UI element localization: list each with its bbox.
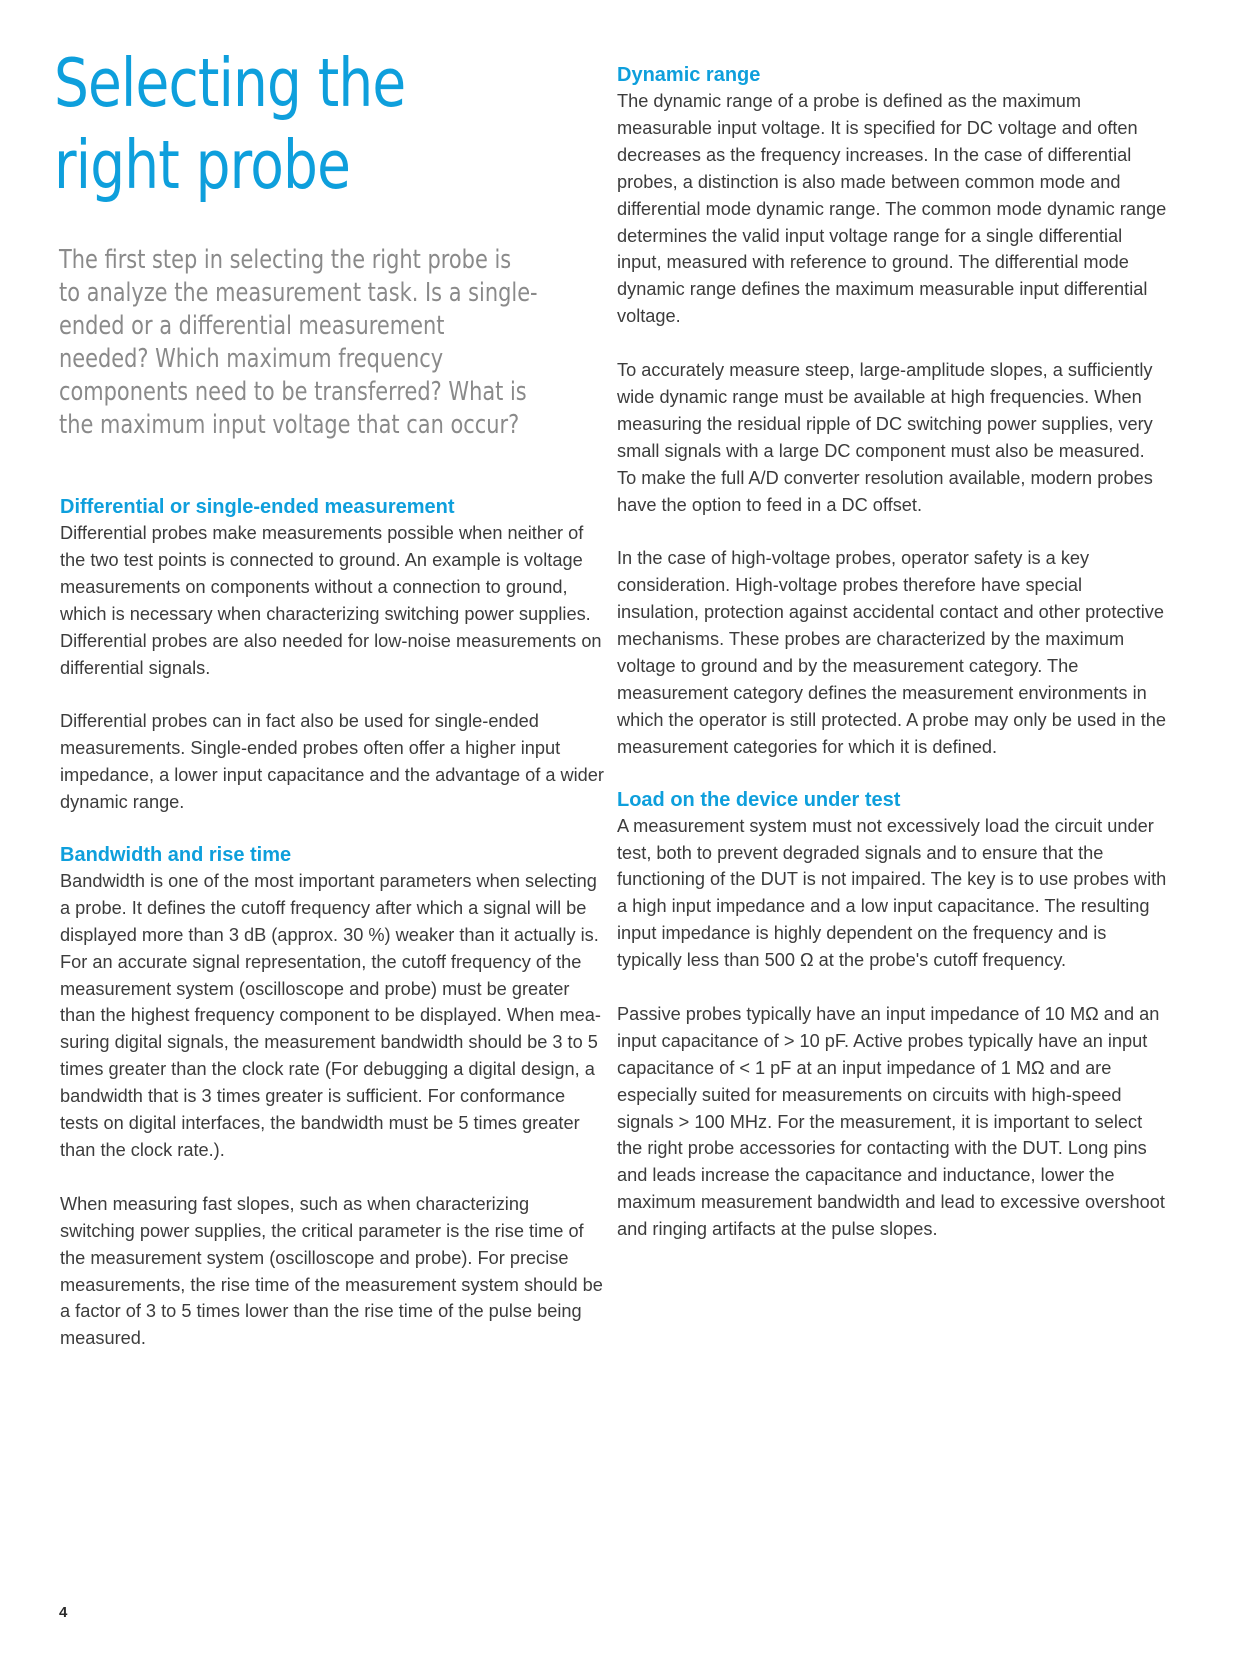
- intro-text: The first step in selecting the right probe is to analyze the measurement task. Is a single-ended or a differential measurement needed? Which maximum frequency components need to be transferred? What is the maximum input voltage that can occur?: [59, 245, 538, 440]
- page-title: Selecting the right probe: [54, 44, 406, 204]
- right-column: [617, 62, 1167, 1243]
- section-heading: Dynamic range: [617, 64, 761, 86]
- section-heading: Load on the device under test: [617, 788, 901, 811]
- section-bandwidth: [60, 842, 605, 1352]
- paragraph: In the case of high-voltage probes, operator safety is a key consideration. High-voltage probes therefore have special insulation, protection against accidental contact and other protective mechanisms. These probes are characterized by the maximum voltage to ground and by the measurement category. The measurement category defines the measurement environments in which the operator is still protected. A probe may only be used in the measurement categories for which it is defined.: [617, 548, 1166, 757]
- paragraph: Passive probes typically have an input impedance of 10 MΩ and an input capacitance of > 10 pF. Active probes typically have an input capacitance of < 1 pF at an input impedance of 1 MΩ and are especially suited for measurements on circuits with high-speed signals > 100 MHz. For the measurement, it is important to select the right probe accessories for contacting with the DUT. Long pins and leads increase the capacitance and inductance, lower the maximum measurement bandwidth and lead to excessive overshoot and ringing artifacts at the pulse slopes.: [617, 1003, 1165, 1240]
- left-column: [60, 494, 605, 1352]
- section-heading: Bandwidth and rise time: [60, 843, 292, 866]
- paragraph: When measuring fast slopes, such as when characterizing switching power supplies, the critical parameter is the rise time of the measurement system (oscilloscope and probe). For precise measurements, the rise time of the measurement system should be a factor of 3 to 5 times lower than the rise time of the pulse being measured.: [60, 1193, 603, 1349]
- paragraph: The dynamic range of a probe is defined as the maximum measurable input voltage. It is specified for DC voltage and often decreases as the frequency increases. In the case of differential probes, a distinction is also made between common mode and differential mode dynamic range. The common mode dynamic range determines the valid input voltage range for a single differential input, measured with reference to ground. The differential mode dynamic range defines the maximum measurable input differential voltage.: [617, 91, 1167, 327]
- page-number: 4: [59, 1604, 68, 1621]
- paragraph: To accurately measure steep, large-amplitude slopes, a sufficiently wide dynamic range must be available at high frequencies. When measuring the residual ripple of DC switching power supplies, very small signals with a large DC component must also be measured. To make the full A/D converter resolution available, modern probes have the option to feed in a DC offset.: [617, 360, 1153, 515]
- section-heading: Differential or single-ended measurement: [60, 496, 455, 518]
- paragraph: Differential probes can in fact also be used for single-ended measurements. Single-ended probes often offer a higher input impedance, a lower input capacitance and the advantage of a wider dynamic range.: [60, 711, 604, 813]
- paragraph: Differential probes make measurements possible when neither of the two test points is connected to ground. An example is voltage measurements on components without a connection to ground, which is necessary when characterizing switching power supplies. Differential probes are also needed for low-noise measurements on differential signals.: [60, 523, 602, 678]
- paragraph: A measurement system must not excessively load the circuit under test, both to prevent degraded signals and to ensure that the functioning of the DUT is not impaired. The key is to use probes with a high input impedance and a low input capacitance. The resulting input impedance is highly dependent on the frequency and is typically less than 500 Ω at the probe's cutoff frequency.: [617, 815, 1167, 971]
- section-dynamic-range: [617, 62, 1167, 761]
- section-differential: [60, 494, 605, 816]
- section-load: [617, 787, 1167, 1243]
- paragraph: Bandwidth is one of the most important parameters when selecting a probe. It defines the cutoff frequency after which a signal will be displayed more than 3 dB (approx. 30 %) weaker than it actually is. For an accurate signal representation, the cutoff frequency of the measurement system (oscilloscope and probe) must be greater than the highest frequency component to be displayed. When measuring digital signals, the measurement bandwidth should be 3 to 5 times greater than the clock rate (For debugging a digital design, a bandwidth that is 3 times greater is sufficient. For conformance tests on digital interfaces, the bandwidth must be 5 times greater than the clock rate.).: [60, 870, 601, 1161]
